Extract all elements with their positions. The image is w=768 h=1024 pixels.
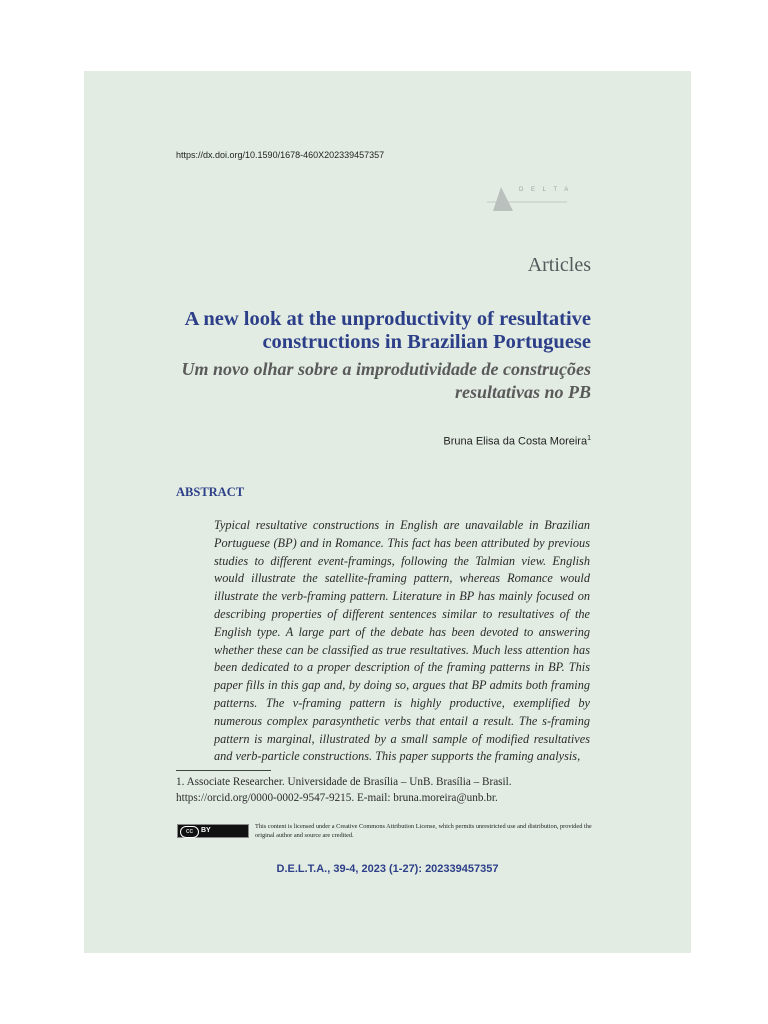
footnote-divider [176, 770, 271, 771]
footnote: 1. Associate Researcher. Universidade de Brasília – UnB. Brasília – Brasil. https://orcid.org/0000-0002-9547-9215. E-mail: bruna.moreira@unb.br. [176, 776, 512, 804]
section-label: Articles [527, 254, 591, 276]
delta-logo [487, 183, 577, 211]
doi-link[interactable]: https://dx.doi.org/10.1590/1678-460X202339457357 [176, 150, 385, 160]
article-title: A new look at the unproductivity of resultative constructions in Brazilian Portuguese [184, 308, 591, 353]
logo-wordmark: D E L T A [519, 187, 572, 193]
journal-citation: D.E.L.T.A., 39-4, 2023 (1-27): 202339457357 [276, 863, 499, 875]
cc-icon: cc [180, 826, 199, 838]
article-subtitle: Um novo olhar sobre a improdutividade de construções resultativas no PB [181, 359, 591, 402]
by-icon: BY [201, 827, 211, 834]
author-line [443, 435, 591, 448]
creative-commons-badge[interactable] [177, 824, 249, 838]
author-name: Bruna Elisa da Costa Moreira [443, 435, 588, 448]
author-footnote-mark[interactable]: 1 [587, 435, 591, 442]
abstract-body: Typical resultative constructions in English are unavailable in Brazilian Portuguese (BP) and in Romance. This fact has been attributed by previous studies to different event-framings, following the Talmian view. English would illustrate the satellite-framing pattern, whereas Romance would illustrate the verb-framing pattern. Literature in BP has mainly focused on describing properties of different sentences similar to resultatives of the English type. A large part of the debate has been devoted to answering whether these can be classified as true resultatives. Much less attention has been dedicated to a proper description of the framing patterns in BP. This paper fills in this gap and, by doing so, argues that BP admits both framing patterns. The v-framing pattern is highly productive, exemplified by numerous complex parasynthetic verbs that entail a result. The s-framing pattern is marginal, illustrated by a small sample of modified resultatives and verb-particle constructions. This paper supports the framing analysis, [214, 518, 590, 764]
abstract-heading: ABSTRACT [176, 485, 245, 499]
paper-page [84, 71, 691, 953]
license-text: This content is licensed under a Creative Commons Attribution License, which permits unrestricted use and distribution, provided the original author and source are credited. [255, 823, 592, 839]
